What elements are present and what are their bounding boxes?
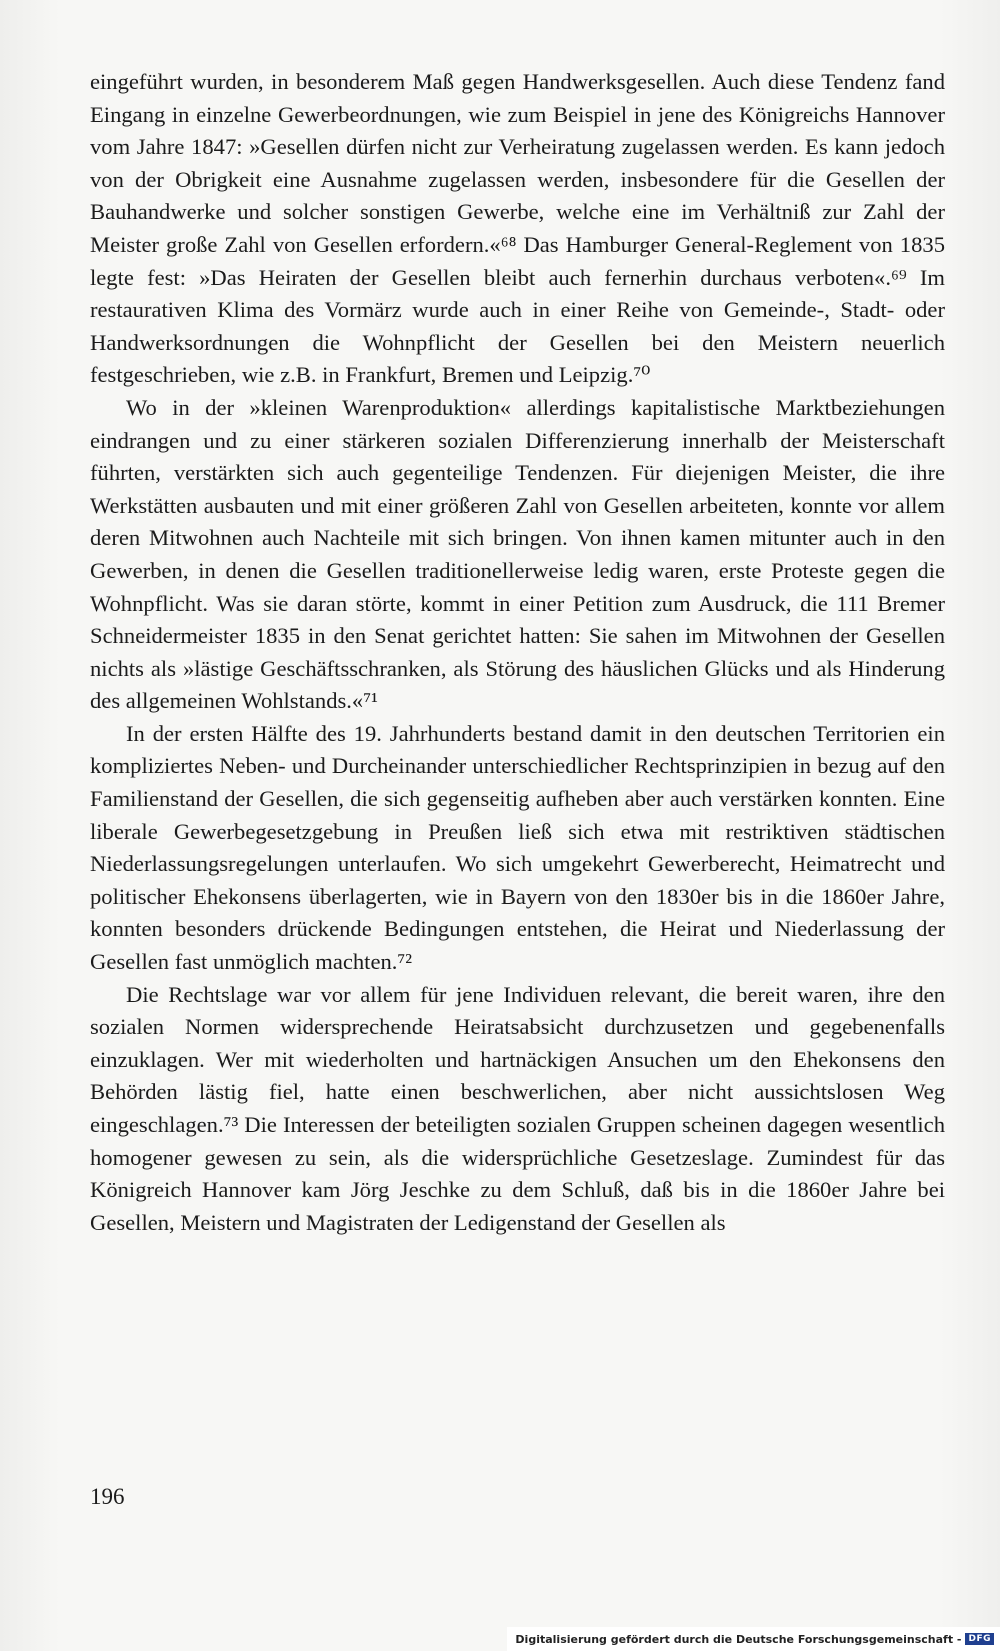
page-number: 196 bbox=[90, 1484, 125, 1509]
digitization-footer bbox=[507, 1627, 1000, 1651]
dfg-logo-icon: DFG bbox=[965, 1633, 994, 1645]
paragraph-3: In der ersten Hälfte des 19. Jahrhunderts bestand damit in den deutschen Territorien ein kompliziertes Neben- und Durcheinander unterschiedlicher Rechtsprinzipien in bezug auf den Familienstand der Gesellen, die sich gegenseitig aufheben aber auch verstärken konnten. Eine liberale Gewerbegesetzgebung in Preußen ließ sich etwa mit restriktiven städtischen Niederlassungsregelungen unterlaufen. Wo sich umgekehrt Gewerberecht, Heimatrecht und politischer Ehekonsens überlagerten, wie in Bayern von den 1830er bis in die 1860er Jahre, konnten besonders drückende Bedingungen entstehen, die Heirat und Niederlassung der Gesellen fast unmöglich machten.⁷² bbox=[90, 720, 945, 975]
paragraph-2: Wo in der »kleinen Warenproduktion« allerdings kapitalistische Marktbeziehungen eindrangen und zu einer stärkeren sozialen Differenzierung innerhalb der Meisterschaft führten, verstärkten sich auch gegenteilige Tendenzen. Für diejenigen Meister, die ihre Werkstätten ausbauten und mit einer größeren Zahl von Gesellen arbeiteten, konnte vor allem deren Mitwohnen auch Nachteile mit sich bringen. Von ihnen kamen mitunter auch in den Gewerben, in denen die Gesellen traditionellerweise ledig waren, erste Proteste gegen die Wohnpflicht. Was sie daran störte, kommt in einer Petition zum Ausdruck, die 111 Bremer Schneidermeister 1835 in den Senat gerichtet hatten: Sie sahen im Mitwohnen der Gesellen nichts als »lästige Geschäftsschranken, als Störung des häuslichen Glücks und als Hinderung des allgemeinen Wohlstands.«⁷¹ bbox=[90, 394, 945, 714]
paragraph-4: Die Rechtslage war vor allem für jene Individuen relevant, die bereit waren, ihre den sozialen Normen widersprechende Heiratsabsicht durchzusetzen und gegebenenfalls einzuklagen. Wer mit wiederholten und hartnäckigen Ansuchen um den Ehekonsens den Behörden lästig fiel, hatte einen beschwerlichen, aber nicht aussichtslosen Weg eingeschlagen.⁷³ Die Interessen der beteiligten sozialen Gruppen scheinen dagegen wesentlich homogener gewesen zu sein, als die widersprüchliche Gesetzeslage. Zumindest für das Königreich Hannover kam Jörg Jeschke zu dem Schluß, daß bis in die 1860er Jahre bei Gesellen, Meistern und Magistraten der Ledigenstand der Gesellen als bbox=[90, 981, 945, 1235]
paragraph-1: eingeführt wurden, in besonderem Maß gegen Handwerksgesellen. Auch diese Tendenz fand Eingang in einzelne Gewerbeordnungen, wie zum Beispiel in jene des Königreichs Hannover vom Jahre 1847: »Gesellen dürfen nicht zur Verheiratung zugelassen werden. Es kann jedoch von der Obrigkeit eine Ausnahme zugelassen werden, insbesondere für die Gesellen der Bauhandwerke und solcher sonstigen Gewerbe, welche eine im Verhältniß zur Zahl der Meister große Zahl von Gesellen erfordern.«⁶⁸ Das Hamburger General-Reglement von 1835 legte fest: »Das Heiraten der Gesellen bleibt auch fernerhin durchaus verboten«.⁶⁹ Im restaurativen Klima des Vormärz wurde auch in einer Reihe von Gemeinde-, Stadt- oder Handwerksordnungen die Wohnpflicht der Gesellen bei den Meistern neuerlich festgeschrieben, wie z.B. in Frankfurt, Bremen und Leipzig.⁷⁰ bbox=[90, 69, 945, 388]
body-text bbox=[90, 66, 945, 1239]
footer-text: Digitalisierung gefördert durch die Deutsche Forschungsgemeinschaft - bbox=[515, 1632, 962, 1646]
